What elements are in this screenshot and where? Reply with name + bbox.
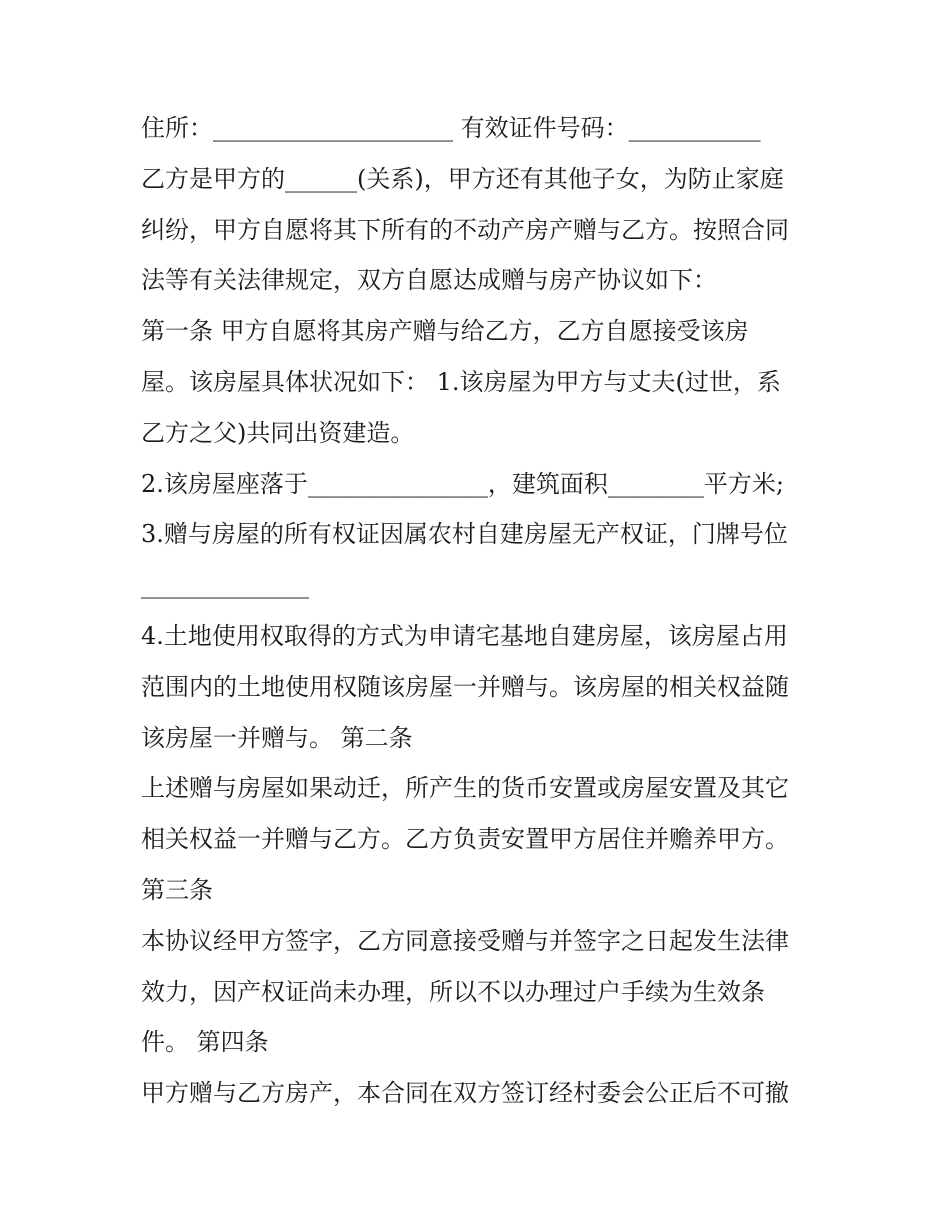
document-line: 效力，因产权证尚未办理，所以不以办理过户手续为生效条: [141, 977, 765, 1006]
document-line: 纠纷，甲方自愿将其下所有的不动产房产赠与乙方。按照合同: [141, 215, 789, 244]
article-four-heading-line: 件。 第四条: [141, 1028, 269, 1057]
article-one-heading-line: 第一条 甲方自愿将其房产赠与给乙方，乙方自愿接受该房: [141, 317, 749, 346]
land-use-right-line: 4.土地使用权取得的方式为申请宅基地自建房屋，该房屋占用: [141, 621, 788, 650]
house-number-blank-line: ______________: [141, 571, 309, 600]
document-line-residence: 住所：____________________ 有效证件号码：___________: [141, 114, 761, 142]
document-line: 甲方赠与乙方房产，本合同在双方签订经村委会公正后不可撤: [141, 1079, 789, 1108]
document-line: 范围内的土地使用权随该房屋一并赠与。该房屋的相关权益随: [141, 672, 789, 701]
article-three-heading: 第三条: [141, 875, 213, 904]
document-line: 本协议经甲方签字，乙方同意接受赠与并签字之日起发生法律: [141, 926, 789, 955]
document-line: 乙方之父)共同出资建造。: [141, 418, 415, 447]
article-two-heading-line: 该房屋一并赠与。 第二条: [141, 723, 413, 752]
house-location-line: 2.该房屋座落于_______________，建筑面积________平方米;: [141, 469, 784, 498]
document-line: 屋。该房屋具体状况如下： 1.该房屋为甲方与丈夫(过世，系: [141, 367, 781, 396]
ownership-certificate-line: 3.赠与房屋的所有权证因属农村自建房屋无产权证，门牌号位: [141, 520, 788, 549]
document-body: [141, 103, 841, 1119]
document-line: 相关权益一并赠与乙方。乙方负责安置甲方居住并赡养甲方。: [141, 825, 789, 854]
document-line: 法等有关法律规定，双方自愿达成赠与房产协议如下：: [141, 266, 717, 295]
document-line: 上述赠与房屋如果动迁，所产生的货币安置或房屋安置及其它: [141, 774, 789, 803]
document-line: 乙方是甲方的______(关系)，甲方还有其他子女，为防止家庭: [141, 164, 784, 193]
